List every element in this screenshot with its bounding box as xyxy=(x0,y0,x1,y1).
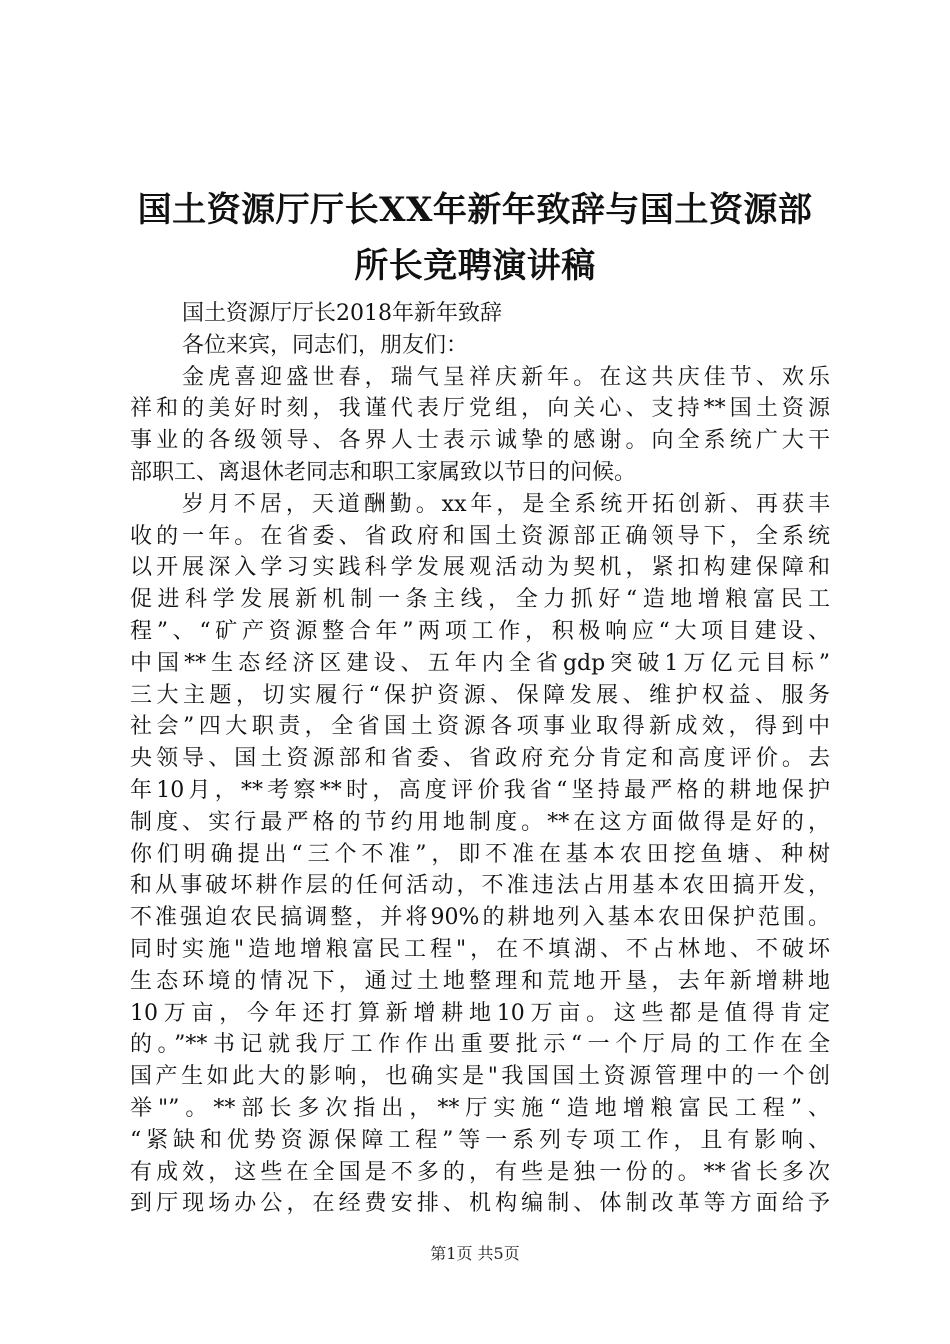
body-line: 祥和的美好时刻，我谨代表厅党组，向关心、支持**国土资源 xyxy=(130,396,830,422)
document-body xyxy=(130,298,830,1220)
document-title-line-1: 国土资源厅厅长XX年新年致辞与国土资源部 xyxy=(137,190,813,230)
body-line: 年10月，**考察**时，高度评价我省“坚持最严格的耕地保护 xyxy=(130,777,830,803)
body-line: 举"”。**部长多次指出，**厅实施“造地增粮富民工程”、 xyxy=(130,1095,830,1121)
body-line: 收的一年。在省委、省政府和国土资源部正确领导下，全系统 xyxy=(130,523,830,549)
body-line: 促进科学发展新机制一条主线，全力抓好“造地增粮富民工 xyxy=(130,587,830,613)
body-line: 中国**生态经济区建设、五年内全省gdp突破1万亿元目标” xyxy=(130,650,830,676)
body-line: 有成效，这些在全国是不多的，有些是独一份的。**省长多次 xyxy=(130,1159,830,1185)
body-line: 制度、实行最严格的节约用地制度。**在这方面做得是好的， xyxy=(130,809,830,835)
body-line: 不准强迫农民搞调整，并将90%的耕地列入基本农田保护范围。 xyxy=(130,905,830,931)
body-line: 国产生如此大的影响，也确实是"我国国土资源管理中的一个创 xyxy=(130,1064,830,1090)
salutation: 各位来宾，同志们，朋友们： xyxy=(182,332,469,358)
body-line: 社会”四大职责，全省国土资源各项事业取得新成效，得到中 xyxy=(130,714,830,740)
document-title-line-2: 所长竞聘演讲稿 xyxy=(354,246,596,286)
speech-heading: 国土资源厅厅长2018年新年致辞 xyxy=(182,301,502,326)
page-number-footer: 第1页 共5页 xyxy=(430,1244,520,1263)
body-line: “紧缺和优势资源保障工程”等一系列专项工作，且有影响、 xyxy=(130,1127,830,1153)
body-line: 部职工、离退休老同志和职工家属致以节日的问候。 xyxy=(130,459,637,485)
body-line: 以开展深入学习实践科学发展观活动为契机，紧扣构建保障和 xyxy=(130,555,830,581)
body-line: 和从事破坏耕作层的任何活动，不准违法占用基本农田搞开发， xyxy=(130,873,830,899)
body-line: 程”、“矿产资源整合年”两项工作，积极响应“大项目建设、 xyxy=(130,618,830,644)
body-line: 你们明确提出“三个不准”，即不准在基本农田挖鱼塘、种树 xyxy=(130,841,830,867)
body-line: 生态环境的情况下，通过土地整理和荒地开垦，去年新增耕地 xyxy=(130,968,830,994)
body-line: 岁月不居，天道酬勤。xx年，是全系统开拓创新、再获丰 xyxy=(182,491,830,517)
body-line: 央领导、国土资源部和省委、省政府充分肯定和高度评价。去 xyxy=(130,746,830,772)
body-line: 事业的各级领导、各界人士表示诚挚的感谢。向全系统广大干 xyxy=(130,428,830,454)
body-line: 的。”**书记就我厅工作作出重要批示“一个厅局的工作在全 xyxy=(130,1032,830,1058)
body-line: 金虎喜迎盛世春，瑞气呈祥庆新年。在这共庆佳节、欢乐 xyxy=(182,364,830,390)
body-line: 同时实施"造地增粮富民工程"，在不填湖、不占林地、不破坏 xyxy=(130,936,830,962)
body-line: 三大主题，切实履行“保护资源、保障发展、维护权益、服务 xyxy=(130,682,830,708)
body-line: 到厅现场办公，在经费安排、机构编制、体制改革等方面给予 xyxy=(130,1191,830,1217)
body-line: 10万亩，今年还打算新增耕地10万亩。这些都是值得肯定 xyxy=(130,1000,830,1026)
